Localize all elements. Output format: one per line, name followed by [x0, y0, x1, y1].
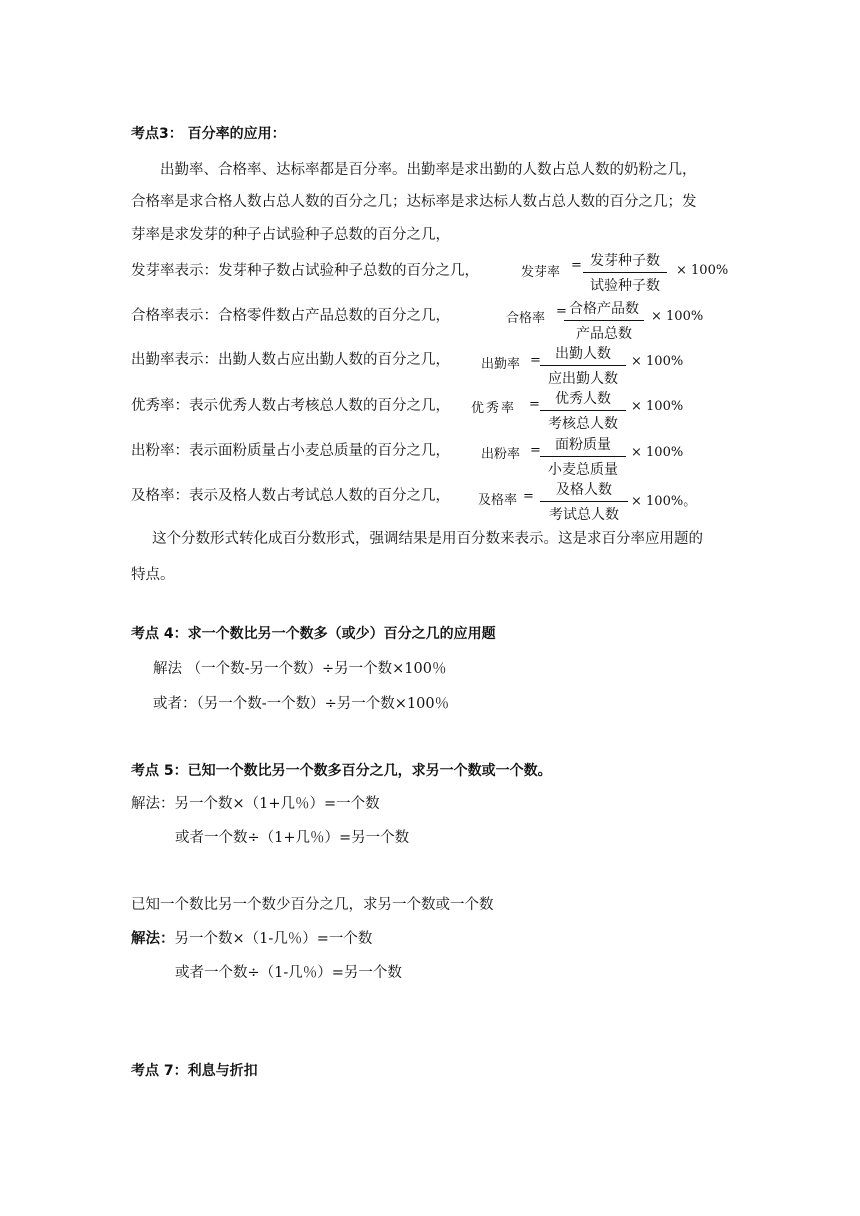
formula-desc-pass-exam: 及格率：表示及格人数占考试总人数的百分之几， — [131, 488, 450, 504]
section-heading-k3: 考点3： 百分率的应用： — [131, 126, 286, 142]
numerator: 出勤人数 — [540, 343, 626, 366]
solution-line-2: 或者：（另一个数-一个数）÷另一个数×100％ — [153, 696, 450, 712]
numerator: 发芽种子数 — [583, 250, 667, 273]
fraction-attendance — [540, 343, 626, 388]
formula-desc-excellent: 优秀率：表示优秀人数占考核总人数的百分之几， — [131, 398, 450, 414]
formula-name-flour: 出粉率 — [481, 447, 521, 462]
formula-name-pass-product: 合格率 — [506, 311, 546, 326]
fraction-flour — [540, 434, 626, 479]
denominator: 产品总数 — [576, 326, 632, 342]
times-100-percent: × 100% — [676, 263, 729, 278]
formula-desc-attendance: 出勤率表示：出勤人数占应出勤人数的百分之几， — [131, 352, 450, 368]
numerator: 合格产品数 — [564, 298, 644, 321]
fraction-pass-product — [564, 298, 644, 343]
solution-line-1: 解法：另一个数×（1+几％）=一个数 — [131, 796, 380, 812]
times-100-percent: × 100%。 — [631, 494, 697, 509]
section-heading-k7: 考点 7：利息与折扣 — [131, 1063, 258, 1079]
equals-sign: = — [530, 353, 541, 368]
equals-sign: = — [529, 397, 540, 412]
section-heading-k5: 考点 5：已知一个数比另一个数多百分之几，求另一个数或一个数。 — [131, 763, 552, 779]
equals-sign: = — [571, 258, 582, 273]
formula-name-attendance: 出勤率 — [481, 357, 521, 372]
denominator: 应出勤人数 — [548, 371, 618, 387]
solution-line-4: 或者一个数÷（1-几％）=另一个数 — [175, 965, 402, 981]
paragraph-line-3: 芽率是求发芽的种子占试验种子总数的百分之几， — [131, 227, 450, 243]
denominator: 考试总人数 — [549, 507, 619, 523]
solution-label: 解法： — [131, 931, 175, 947]
fraction-germination — [583, 250, 667, 295]
formula-name-germination: 发芽率 — [521, 265, 561, 280]
note-line-2: 特点。 — [131, 567, 175, 583]
equals-sign: = — [523, 489, 534, 504]
numerator: 优秀人数 — [540, 388, 626, 411]
solution-line-2: 或者一个数÷（1+几％）=另一个数 — [175, 830, 410, 846]
times-100-percent: × 100% — [631, 445, 684, 460]
fraction-pass-exam — [540, 479, 628, 524]
formula-name-excellent: 优秀率 — [471, 401, 517, 416]
numerator: 及格人数 — [540, 479, 628, 502]
problem-statement: 已知一个数比另一个数少百分之几，求另一个数或一个数 — [131, 897, 494, 913]
denominator: 试验种子数 — [590, 278, 660, 294]
solution-text: 另一个数×（1-几％）=一个数 — [174, 931, 373, 947]
note-line-1: 这个分数形式转化成百分数形式，强调结果是用百分数来表示。这是求百分率应用题的 — [152, 531, 703, 547]
paragraph-line-1: 出勤率、合格率、达标率都是百分率。出勤率是求出勤的人数占总人数的奶粉之几， — [160, 162, 697, 178]
fraction-excellent — [540, 388, 626, 433]
equals-sign: = — [556, 304, 567, 319]
times-100-percent: × 100% — [631, 399, 684, 414]
equals-sign: = — [530, 443, 541, 458]
solution-line-1: 解法 （一个数-另一个数）÷另一个数×100％ — [153, 661, 447, 677]
formula-desc-germination: 发芽率表示：发芽种子数占试验种子总数的百分之几， — [131, 263, 479, 279]
denominator: 考核总人数 — [548, 416, 618, 432]
formula-desc-flour: 出粉率：表示面粉质量占小麦总质量的百分之几， — [131, 443, 450, 459]
times-100-percent: × 100% — [631, 354, 684, 369]
numerator: 面粉质量 — [540, 434, 626, 457]
formula-desc-pass-product: 合格率表示：合格零件数占产品总数的百分之几， — [131, 308, 450, 324]
times-100-percent: × 100% — [651, 309, 704, 324]
formula-name-pass-exam: 及格率 — [478, 493, 518, 508]
denominator: 小麦总质量 — [548, 462, 618, 478]
section-heading-k4: 考点 4：求一个数比另一个数多（或少）百分之几的应用题 — [131, 626, 496, 642]
solution-line-3 — [131, 927, 372, 948]
paragraph-line-2: 合格率是求合格人数占总人数的百分之几；达标率是求达标人数占总人数的百分之几；发 — [131, 194, 697, 210]
